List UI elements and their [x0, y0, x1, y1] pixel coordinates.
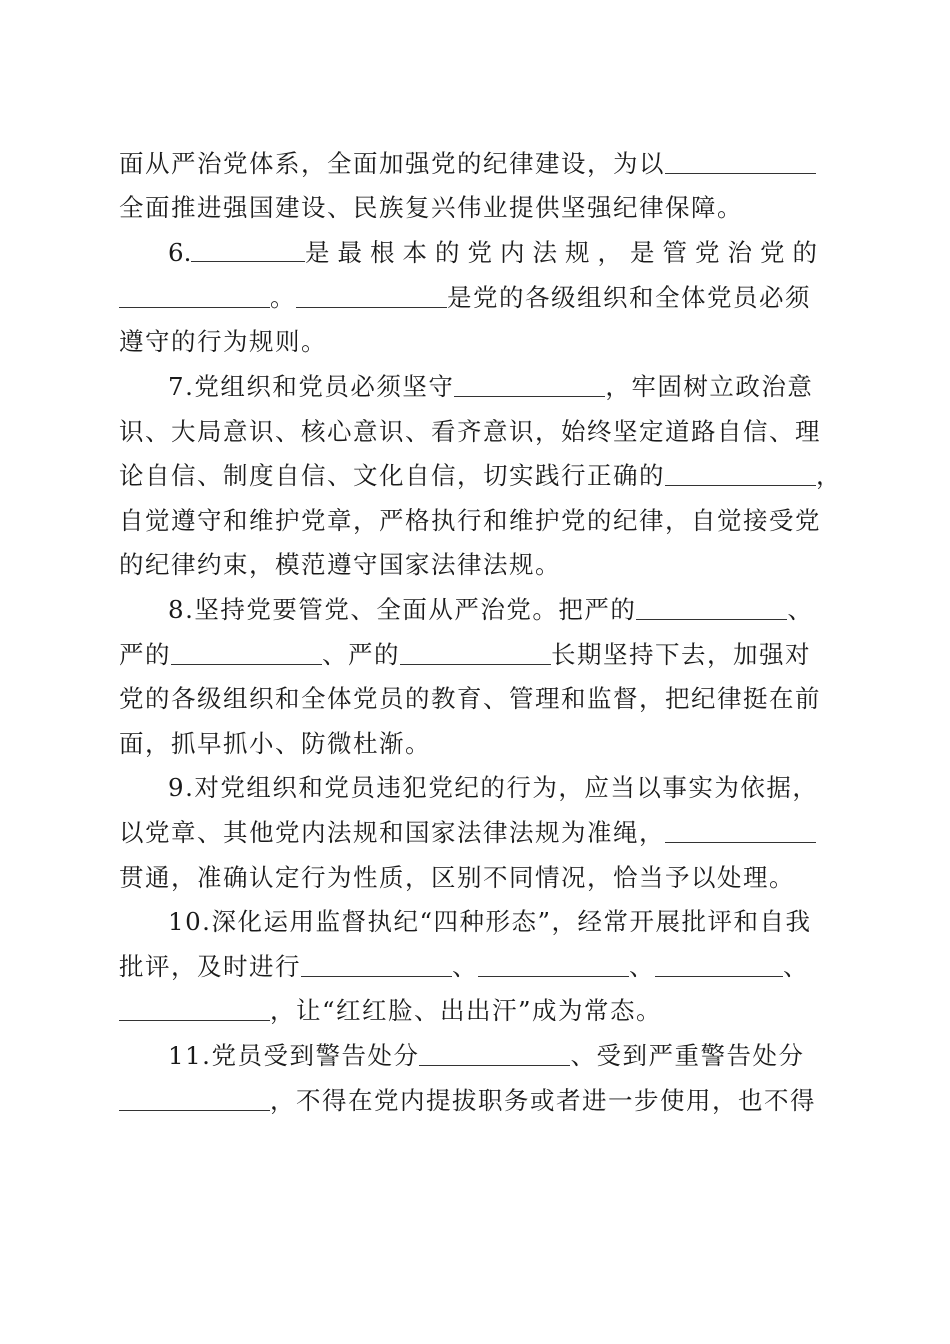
fill-in-blank[interactable] [655, 948, 783, 977]
fill-in-blank[interactable] [400, 636, 551, 665]
text-segment: 8.坚持党要管党、全面从严治党。把严的 [168, 595, 637, 624]
text-segment: 、严的 [322, 640, 400, 669]
text-segment: 全面推进强国建设、民族复兴伟业提供坚强纪律保障。 [119, 193, 743, 222]
text-segment: 批评，及时进行 [119, 952, 301, 981]
fill-in-blank[interactable] [454, 368, 605, 397]
fill-in-blank[interactable] [665, 814, 816, 843]
text-segment: 遵守的行为规则。 [119, 327, 327, 356]
text-segment: 长期坚持下去，加强对 [551, 640, 811, 669]
fill-in-blank[interactable] [419, 1037, 570, 1066]
question-9-line [168, 766, 825, 810]
fill-in-blank[interactable] [301, 948, 452, 977]
text-line [119, 499, 825, 543]
fill-in-blank[interactable] [636, 591, 787, 620]
separator: 、 [452, 952, 478, 981]
fill-in-blank[interactable] [119, 1082, 270, 1111]
fill-in-blank[interactable] [171, 636, 322, 665]
text-segment: ，不得在党内提拔职务或者进一步使用，也不得 [270, 1086, 816, 1115]
text-line [119, 945, 825, 989]
text-line [119, 276, 825, 320]
text-segment: 严的 [119, 640, 171, 669]
text-segment: ，让“红红脸、出出汗”成为常态。 [270, 996, 663, 1025]
text-segment: 。 [270, 283, 296, 312]
text-line [119, 677, 825, 721]
question-8-line [168, 588, 825, 632]
text-line [119, 186, 825, 230]
text-segment: 10.深化运用监督执纪“四种形态”，经常开展批评和自我 [168, 907, 812, 936]
text-segment: 识、大局意识、核心意识、看齐意识，始终坚定道路自信、理 [119, 417, 821, 446]
text-segment: 贯通，准确认定行为性质，区别不同情况，恰当予以处理。 [119, 863, 795, 892]
question-number: 6. [168, 238, 192, 267]
separator: 、 [783, 952, 809, 981]
fill-in-blank[interactable] [665, 145, 816, 174]
text-line [119, 454, 842, 498]
text-segment: 7.党组织和党员必须坚守 [168, 372, 455, 401]
separator: 、 [629, 952, 655, 981]
text-segment: 、受到严重警告处分 [570, 1041, 805, 1070]
text-line [119, 543, 825, 587]
fill-in-blank[interactable] [119, 992, 270, 1021]
fill-in-blank[interactable] [191, 233, 305, 262]
text-line [119, 320, 825, 364]
text-line [119, 142, 825, 186]
text-line [119, 1079, 825, 1123]
text-segment: 自觉遵守和维护党章，严格执行和维护党的纪律，自觉接受党 [119, 506, 821, 535]
question-6-line [168, 231, 825, 275]
text-segment: ， [816, 461, 842, 490]
text-line [119, 856, 825, 900]
text-segment: 11.党员受到警告处分 [168, 1041, 420, 1070]
fill-in-blank[interactable] [665, 457, 816, 486]
fill-in-blank[interactable] [119, 279, 270, 308]
text-segment: 的纪律约束，模范遵守国家法律法规。 [119, 550, 561, 579]
text-segment: 9.对党组织和党员违犯党纪的行为，应当以事实为依据， [168, 773, 819, 802]
text-line [119, 410, 825, 454]
text-segment: 以党章、其他党内法规和国家法律法规为准绳， [119, 818, 665, 847]
text-line [119, 633, 825, 677]
text-line [119, 811, 825, 855]
text-segment: ，牢固树立政治意 [605, 372, 814, 401]
fill-in-blank[interactable] [296, 279, 447, 308]
text-segment: 面，抓早抓小、防微杜渐。 [119, 729, 431, 758]
text-line [119, 989, 825, 1033]
text-segment: 是党的各级组织和全体党员必须 [447, 283, 811, 312]
text-segment: 论自信、制度自信、文化自信，切实践行正确的 [119, 461, 665, 490]
text-line [119, 722, 825, 766]
text-segment: 党的各级组织和全体党员的教育、管理和监督，把纪律挺在前 [119, 684, 821, 713]
text-segment: 、 [787, 595, 814, 624]
text-segment: 面从严治党体系，全面加强党的纪律建设，为以 [119, 149, 665, 178]
fill-in-blank[interactable] [478, 948, 629, 977]
question-11-line [168, 1034, 825, 1078]
question-10-line [168, 900, 825, 944]
text-segment: 是最根本的党内法规，是管党治党的 [305, 238, 825, 267]
question-7-line [168, 365, 825, 409]
